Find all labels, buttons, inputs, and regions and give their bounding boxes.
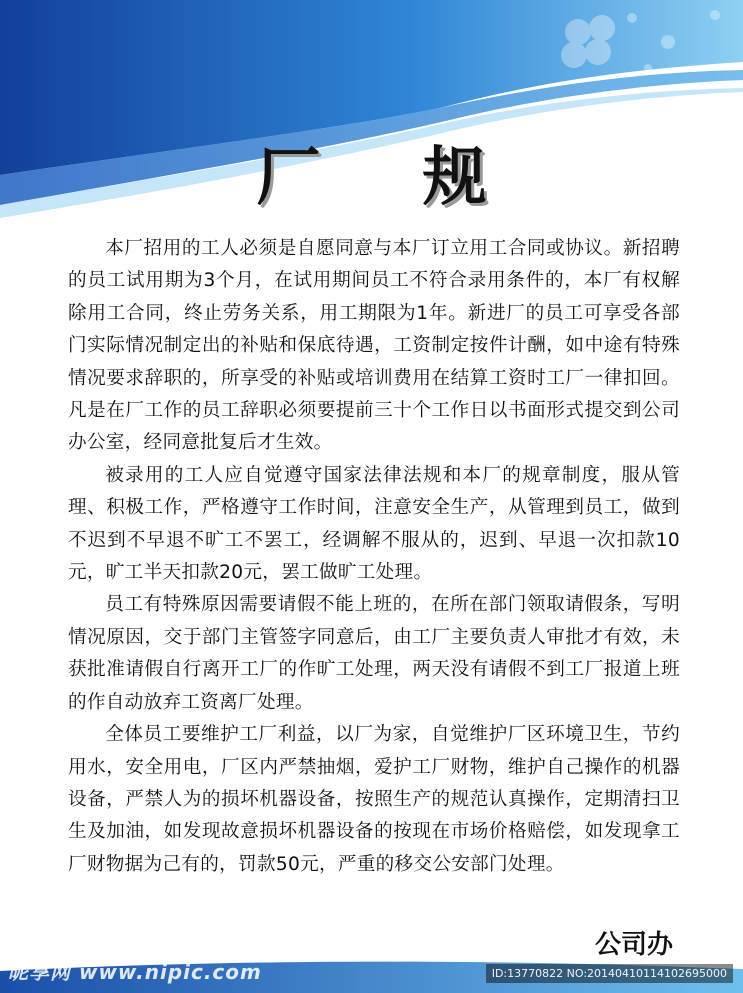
rules-body [68,233,680,881]
rule-paragraph: 全体员工要维护工厂利益，以厂为家，自觉维护厂区环境卫生，节约用水，安全用电，厂区内严禁抽烟，爱护工厂财物，维护自己操作的机器设备，严禁人为的损坏机器设备，按照生产的规范认真操作，定期清扫卫生及加油，如发现故意损坏机器设备的按现在市场价格赔偿，如发现拿工厂财物据为己有的，罚款50元，严重的移交公安部门处理。 [68,724,680,875]
page-title: 厂 规 [256,141,527,215]
site-watermark: 昵享网 www.nipic.com [8,960,262,984]
rule-paragraph: 员工有特殊原因需要请假不能上班的，在所在部门领取请假条，写明情况原因，交于部门主管签字同意后，由工厂主要负责人审批才有效，未获批准请假自行离开工厂的作旷工处理，两天没有请假不到工厂报道上班的作自动放弃工资离厂处理。 [68,594,680,713]
rule-paragraph: 本厂招用的工人必须是自愿同意与本厂订立用工合同或协议。新招聘的员工试用期为3个月，在试用期间员工不符合录用条件的，本厂有权解除用工合同，终止劳务关系，用工期限为1年。新进厂的员工可享受各部门实际情况制定出的补贴和保底待遇，工资制定按件计酬，如中途有特殊情况要求辞职的，所享受的补贴或培训费用在结算工资时工厂一律扣回。凡是在厂工作的员工辞职必须要提前三十个工作日以书面形式提交到公司办公室，经同意批复后才生效。 [68,238,680,454]
rule-paragraph: 被录用的工人应自觉遵守国家法律法规和本厂的规章制度，服从管理、积极工作，严格遵守工作时间，注意安全生产，从管理到员工，做到不迟到不早退不旷工不罢工，经调解不服从的，迟到、早退一次扣款10元，旷工半天扣款20元，罢工做旷工处理。 [68,464,680,584]
signature: 公司办 [594,930,673,960]
image-id-watermark: ID:13770822 NO:20140410114102695000 [486,964,733,983]
